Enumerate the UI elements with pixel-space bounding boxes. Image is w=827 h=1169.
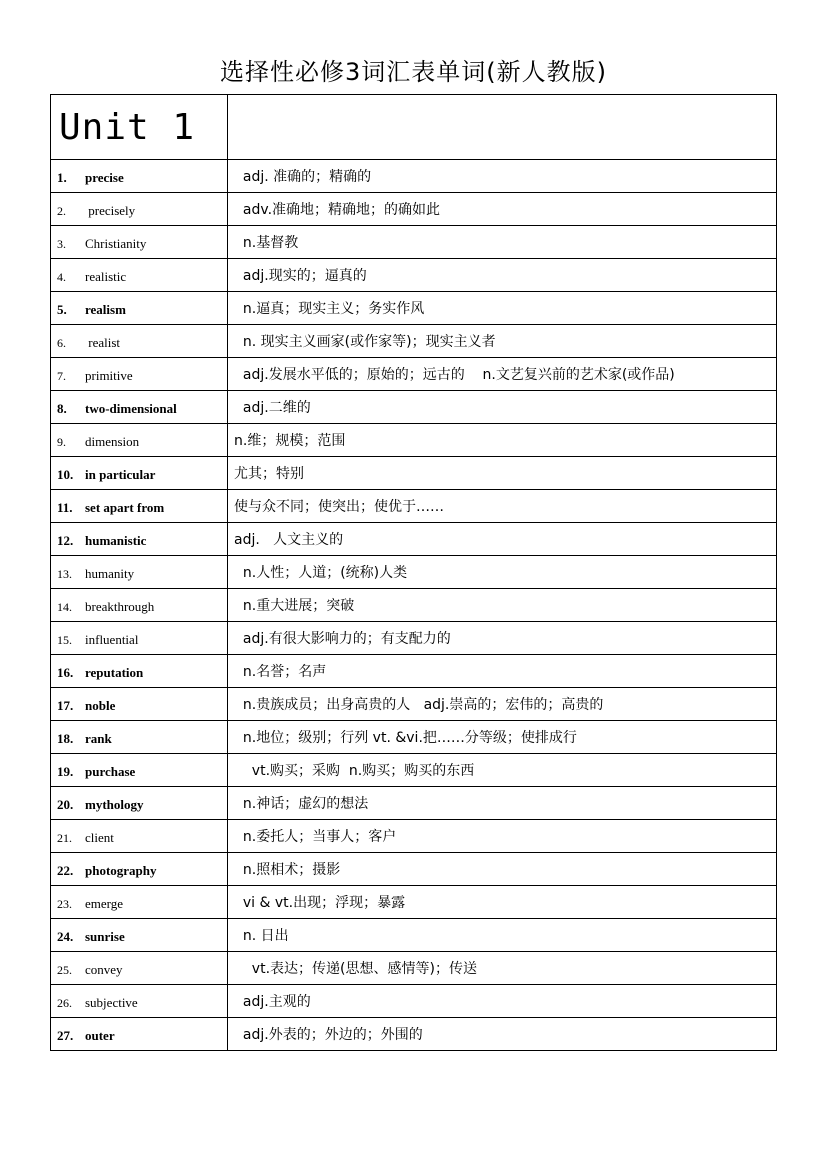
table-row <box>51 226 777 259</box>
table-row <box>51 952 777 985</box>
word-cell <box>51 556 228 589</box>
vocab-word: photography <box>85 862 157 878</box>
vocab-word: realism <box>85 301 126 317</box>
word-cell <box>51 886 228 919</box>
row-number: 10. <box>57 466 74 482</box>
table-row <box>51 655 777 688</box>
word-cell <box>51 655 228 688</box>
row-number: 12. <box>57 532 74 548</box>
vocab-word: realistic <box>85 268 127 284</box>
row-number: 24. <box>57 928 74 944</box>
vocab-meaning: adj.现实的；逼真的 <box>228 259 777 292</box>
table-row <box>51 490 777 523</box>
table-row <box>51 259 777 292</box>
row-number: 2. <box>57 203 66 218</box>
page-title: 选择性必修3词汇表单词(新人教版) <box>220 58 607 86</box>
word-cell <box>51 193 228 226</box>
row-number: 5. <box>57 301 67 317</box>
unit-title: Unit 1 <box>51 95 228 160</box>
vocab-word: influential <box>85 631 139 647</box>
word-cell <box>51 952 228 985</box>
table-row <box>51 721 777 754</box>
row-number: 13. <box>57 566 72 581</box>
vocab-meaning: vt.表达；传递(思想、感情等)；传送 <box>228 952 777 985</box>
vocab-word: two-dimensional <box>85 400 177 416</box>
word-cell <box>51 688 228 721</box>
table-row <box>51 391 777 424</box>
row-number: 11. <box>57 499 73 515</box>
row-number: 22. <box>57 862 74 878</box>
table-row <box>51 160 777 193</box>
table-row <box>51 292 777 325</box>
table-row <box>51 853 777 886</box>
table-row <box>51 919 777 952</box>
vocab-word: set apart from <box>85 499 165 515</box>
row-number: 1. <box>57 169 67 185</box>
vocab-meaning: n.名誉；名声 <box>228 655 777 688</box>
vocab-word: outer <box>85 1027 115 1043</box>
row-number: 27. <box>57 1027 74 1043</box>
vocab-meaning: n.地位；级别；行列 vt. &vi.把……分等级；使排成行 <box>228 721 777 754</box>
vocab-meaning: n. 日出 <box>228 919 777 952</box>
row-number: 3. <box>57 236 66 251</box>
vocab-word: precisely <box>85 202 136 218</box>
word-cell <box>51 490 228 523</box>
unit-header-blank-cell <box>228 95 777 160</box>
word-cell <box>51 820 228 853</box>
vocab-word: breakthrough <box>85 598 155 614</box>
word-cell <box>51 358 228 391</box>
table-row <box>51 886 777 919</box>
word-cell <box>51 424 228 457</box>
row-number: 21. <box>57 830 72 845</box>
vocab-meaning: 尤其；特别 <box>228 457 777 490</box>
row-number: 20. <box>57 796 74 812</box>
row-number: 26. <box>57 995 72 1010</box>
vocab-meaning: n.人性；人道；(统称)人类 <box>228 556 777 589</box>
row-number: 6. <box>57 335 66 350</box>
word-cell <box>51 292 228 325</box>
table-row <box>51 622 777 655</box>
table-row <box>51 325 777 358</box>
table-row <box>51 1018 777 1051</box>
row-number: 23. <box>57 896 72 911</box>
word-cell <box>51 523 228 556</box>
vocab-meaning: adj. 人文主义的 <box>228 523 777 556</box>
vocab-meaning: n.委托人；当事人；客户 <box>228 820 777 853</box>
table-row <box>51 688 777 721</box>
vocab-meaning: adv.准确地；精确地；的确如此 <box>228 193 777 226</box>
table-row <box>51 820 777 853</box>
vocab-meaning: vt.购买；采购 n.购买；购买的东西 <box>228 754 777 787</box>
vocab-word: Christianity <box>85 235 147 251</box>
word-cell <box>51 391 228 424</box>
vocab-word: convey <box>85 961 123 977</box>
table-row <box>51 424 777 457</box>
row-number: 18. <box>57 730 74 746</box>
row-number: 7. <box>57 368 66 383</box>
word-cell <box>51 853 228 886</box>
vocab-meaning: adj. 准确的；精确的 <box>228 160 777 193</box>
vocab-meaning: n.重大进展；突破 <box>228 589 777 622</box>
table-row <box>51 787 777 820</box>
table-row <box>51 589 777 622</box>
vocab-word: precise <box>85 169 124 185</box>
word-cell <box>51 985 228 1018</box>
row-number: 17. <box>57 697 74 713</box>
vocab-word: mythology <box>85 796 144 812</box>
row-number: 14. <box>57 599 72 614</box>
row-number: 8. <box>57 400 67 416</box>
row-number: 4. <box>57 269 66 284</box>
word-cell <box>51 622 228 655</box>
row-number: 9. <box>57 434 66 449</box>
vocab-word: subjective <box>85 994 138 1010</box>
vocab-word: purchase <box>85 763 136 779</box>
vocab-meaning: n.照相术；摄影 <box>228 853 777 886</box>
table-row <box>51 457 777 490</box>
row-number: 25. <box>57 962 72 977</box>
vocab-meaning: adj.主观的 <box>228 985 777 1018</box>
word-cell <box>51 325 228 358</box>
vocab-word: in particular <box>85 466 156 482</box>
word-cell <box>51 787 228 820</box>
vocab-word: reputation <box>85 664 144 680</box>
table-row <box>51 523 777 556</box>
word-cell <box>51 457 228 490</box>
vocab-meaning: n. 现实主义画家(或作家等)；现实主义者 <box>228 325 777 358</box>
word-cell <box>51 721 228 754</box>
row-number: 16. <box>57 664 74 680</box>
vocab-word: dimension <box>85 433 140 449</box>
vocab-meaning: adj.二维的 <box>228 391 777 424</box>
vocab-meaning: adj.外表的；外边的；外围的 <box>228 1018 777 1051</box>
table-row <box>51 556 777 589</box>
word-cell <box>51 259 228 292</box>
table-row <box>51 193 777 226</box>
word-cell <box>51 1018 228 1051</box>
vocab-meaning: n.神话；虚幻的想法 <box>228 787 777 820</box>
vocab-meaning: adj.发展水平低的；原始的；远古的 n.文艺复兴前的艺术家(或作品) <box>228 358 777 391</box>
vocab-word: rank <box>85 730 112 746</box>
vocab-meaning: 使与众不同；使突出；使优于…… <box>228 490 777 523</box>
vocab-meaning: adj.有很大影响力的；有支配力的 <box>228 622 777 655</box>
vocab-meaning: vi & vt.出现；浮现；暴露 <box>228 886 777 919</box>
unit-header-row <box>51 95 777 160</box>
word-cell <box>51 160 228 193</box>
vocab-word: emerge <box>85 895 124 911</box>
row-number: 15. <box>57 632 72 647</box>
vocab-word: humanity <box>85 565 135 581</box>
vocab-meaning: n.贵族成员；出身高贵的人 adj.崇高的；宏伟的；高贵的 <box>228 688 777 721</box>
vocab-meaning: n.维；规模；范围 <box>228 424 777 457</box>
vocab-word: primitive <box>85 367 133 383</box>
word-cell <box>51 589 228 622</box>
vocab-word: noble <box>85 697 116 713</box>
table-row <box>51 754 777 787</box>
word-cell <box>51 754 228 787</box>
table-row <box>51 358 777 391</box>
row-number: 19. <box>57 763 74 779</box>
word-cell <box>51 919 228 952</box>
vocab-word: sunrise <box>85 928 125 944</box>
vocabulary-table <box>50 94 777 1051</box>
vocab-word: client <box>85 829 114 845</box>
vocab-word: realist <box>85 334 121 350</box>
vocab-meaning: n.逼真；现实主义；务实作风 <box>228 292 777 325</box>
table-row <box>51 985 777 1018</box>
word-cell <box>51 226 228 259</box>
vocab-word: humanistic <box>85 532 147 548</box>
vocab-meaning: n.基督教 <box>228 226 777 259</box>
